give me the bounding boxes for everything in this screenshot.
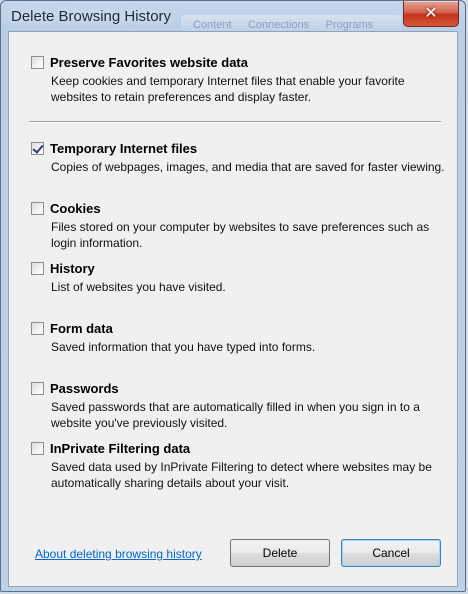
option-description: Saved passwords that are automatically filled in when you sign in to a website you've previously visited.	[51, 400, 420, 430]
checkbox-temporary-internet-files[interactable]	[31, 142, 44, 155]
checkbox-cookies[interactable]	[31, 202, 44, 215]
background-tab-programs: Programs	[325, 19, 374, 31]
separator	[29, 121, 441, 123]
option-title: Preserve Favorites website data	[50, 54, 248, 70]
option-description: Copies of webpages, images, and media that are saved for faster viewing.	[51, 160, 445, 174]
delete-button[interactable]: Delete	[230, 539, 330, 567]
option-title: Passwords	[50, 380, 119, 396]
option-cookies	[31, 200, 451, 251]
option-title: History	[50, 260, 95, 276]
option-passwords	[31, 380, 451, 431]
close-button[interactable]	[403, 1, 459, 27]
option-history	[31, 260, 451, 295]
option-description: Saved information that you have typed into forms.	[51, 340, 316, 354]
checkbox-form-data[interactable]	[31, 322, 44, 335]
close-icon: ✕	[424, 4, 438, 22]
checkbox-passwords[interactable]	[31, 382, 44, 395]
window-title: Delete Browsing History	[11, 8, 172, 25]
option-temporary-internet-files	[31, 140, 451, 175]
background-tab-connections: Connections	[247, 19, 310, 31]
option-title: Form data	[50, 320, 113, 336]
option-preserve-favorites	[31, 54, 451, 105]
option-title: InPrivate Filtering data	[50, 440, 191, 456]
checkbox-preserve-favorites[interactable]	[31, 56, 44, 69]
option-title: Temporary Internet files	[50, 140, 198, 156]
dialog-client-area	[8, 31, 458, 587]
checkbox-history[interactable]	[31, 262, 44, 275]
cancel-button[interactable]: Cancel	[341, 539, 441, 567]
option-inprivate-filtering	[31, 440, 451, 491]
checkbox-inprivate-filtering[interactable]	[31, 442, 44, 455]
option-title: Cookies	[50, 200, 101, 216]
option-form-data	[31, 320, 451, 355]
about-deleting-history-link[interactable]: About deleting browsing history	[35, 547, 202, 561]
option-description: Keep cookies and temporary Internet files that enable your favorite websites to retain preferences and display faster.	[51, 74, 405, 104]
option-description: Saved data used by InPrivate Filtering to detect where websites may be automatically sharing details about your visit.	[51, 460, 432, 490]
background-tab-content: Content	[193, 19, 232, 31]
option-description: List of websites you have visited.	[51, 280, 226, 294]
option-description: Files stored on your computer by websites to save preferences such as login information.	[51, 220, 430, 250]
